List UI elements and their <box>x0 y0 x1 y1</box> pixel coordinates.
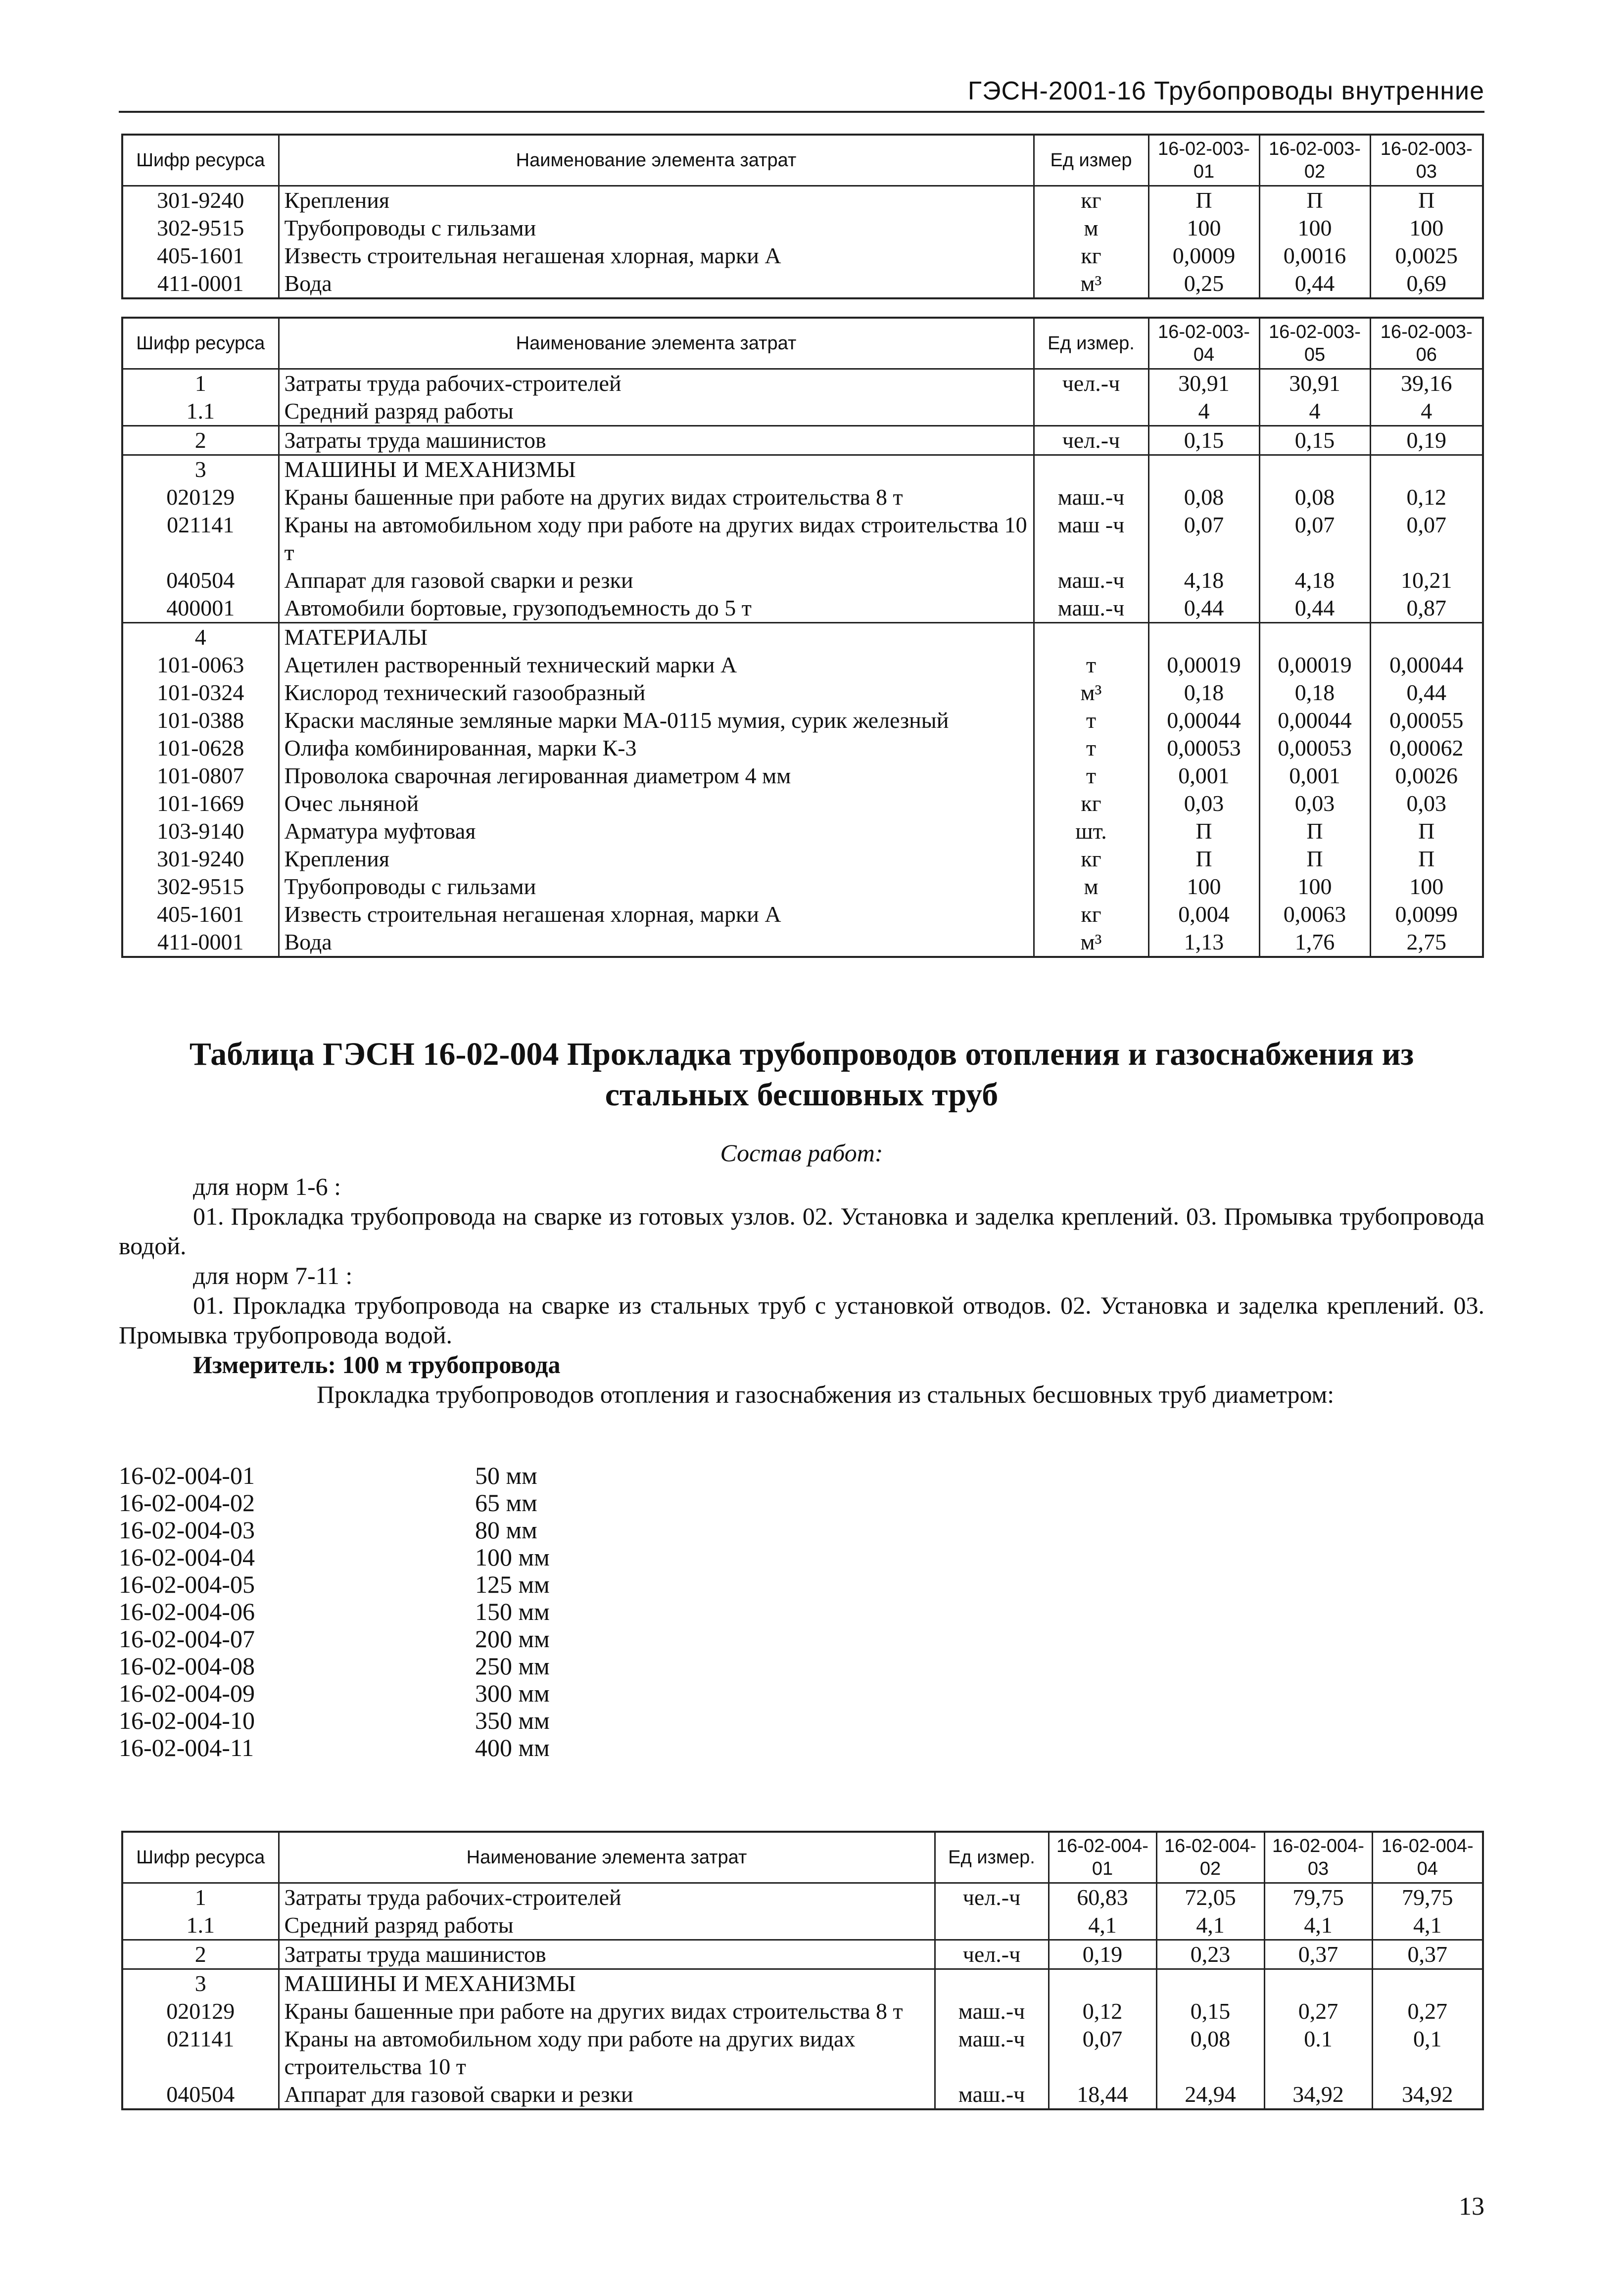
resource-table-003-01-03 <box>121 134 1484 299</box>
norm-value-cell: 2,75 <box>1370 928 1483 957</box>
resource-code-cell: 1 <box>122 369 279 398</box>
unit-cell: м <box>1034 873 1148 901</box>
norm-value-cell: 0,12 <box>1049 1997 1156 2025</box>
col-norm-header: 16-02-004-02 <box>1156 1832 1264 1883</box>
table-row <box>122 511 1483 567</box>
col-norm-header: 16-02-004-04 <box>1372 1832 1483 1883</box>
table-row <box>122 397 1483 426</box>
unit-cell: кг <box>1034 901 1148 928</box>
norm-value-cell: 30,91 <box>1148 369 1259 398</box>
norm-value-cell: 60,83 <box>1049 1883 1156 1912</box>
resource-code-cell: 1.1 <box>122 1911 279 1940</box>
norm-value-cell: 100 <box>1259 873 1370 901</box>
norm-value-cell: 18,44 <box>1049 2081 1156 2109</box>
resource-code-cell: 400001 <box>122 594 279 623</box>
norm-value-cell <box>1156 1969 1264 1998</box>
resource-code-cell: 3 <box>122 455 279 484</box>
work-1-6-text: 01. Прокладка трубопровода на сварке из готовых узлов. 02. Установка и заделка креплений. 03. Промывка трубопровода водой. <box>119 1202 1484 1260</box>
norm-value-cell <box>1372 1969 1483 1998</box>
unit-cell: маш.-ч <box>935 2025 1049 2081</box>
col-norm-header: 16-02-003-02 <box>1259 135 1370 186</box>
resource-code-cell: 101-0063 <box>122 651 279 679</box>
norm-diameter: 100 мм <box>475 1543 550 1571</box>
table-row <box>122 1940 1483 1969</box>
norm-value-cell: 1,76 <box>1259 928 1370 957</box>
resource-code-cell: 3 <box>122 1969 279 1998</box>
norm-value-cell: 4 <box>1148 397 1259 426</box>
resource-name-cell: Краски масляные земляные марки МА-0115 мумия, сурик железный <box>279 707 1034 734</box>
table-row <box>122 1997 1483 2025</box>
norm-list-item <box>119 1679 550 1707</box>
norm-value-cell: 0,19 <box>1370 426 1483 455</box>
unit-cell: т <box>1034 651 1148 679</box>
norm-value-cell: 0,0099 <box>1370 901 1483 928</box>
table-row <box>122 567 1483 594</box>
col-unit-header: Ед измер <box>1034 135 1148 186</box>
norm-list-item <box>119 1625 550 1653</box>
col-norm-header: 16-02-003-04 <box>1148 318 1259 369</box>
norm-value-cell: 0,0016 <box>1259 242 1370 270</box>
norm-value-cell: 0,87 <box>1370 594 1483 623</box>
norm-diameter: 350 мм <box>475 1707 550 1734</box>
meter-value: 100 м трубопровода <box>342 1351 561 1378</box>
norm-value-cell: 0.1 <box>1264 2025 1372 2081</box>
norm-code: 16-02-004-02 <box>119 1489 255 1517</box>
norm-code: 16-02-004-07 <box>119 1625 255 1653</box>
resource-code-cell: 405-1601 <box>122 901 279 928</box>
running-title: ГЭСН-2001-16 Трубопроводы внутренние <box>967 77 1484 105</box>
norm-value-cell: 34,92 <box>1264 2081 1372 2109</box>
norm-list-item <box>119 1462 537 1489</box>
norm-value-cell: 0,0063 <box>1259 901 1370 928</box>
resource-name-cell: Очес льняной <box>279 790 1034 817</box>
resource-code-cell: 1 <box>122 1883 279 1912</box>
meter-label: Измеритель: <box>193 1351 336 1378</box>
norm-value-cell: П <box>1148 817 1259 845</box>
norm-value-cell: 0,15 <box>1148 426 1259 455</box>
norm-value-cell <box>1148 455 1259 484</box>
col-code-header: Шифр ресурса <box>122 1832 279 1883</box>
norm-list-item <box>119 1598 550 1625</box>
table-row <box>122 426 1483 455</box>
norm-value-cell: 0,23 <box>1156 1940 1264 1969</box>
norm-value-cell: П <box>1370 186 1483 215</box>
norm-value-cell: 4,1 <box>1049 1911 1156 1940</box>
norm-value-cell: 4,18 <box>1148 567 1259 594</box>
unit-cell: кг <box>1034 790 1148 817</box>
unit-cell: м³ <box>1034 270 1148 298</box>
table-row <box>122 928 1483 957</box>
norm-diameter: 125 мм <box>475 1570 550 1598</box>
resource-code-cell: 040504 <box>122 567 279 594</box>
resource-code-cell: 101-0388 <box>122 707 279 734</box>
norm-value-cell: 100 <box>1148 214 1259 242</box>
norm-value-cell: 4,1 <box>1156 1911 1264 1940</box>
resource-name-cell: Крепления <box>279 186 1034 215</box>
norm-code: 16-02-004-09 <box>119 1679 255 1707</box>
unit-cell: чел.-ч <box>935 1883 1049 1912</box>
unit-cell: маш.-ч <box>935 1997 1049 2025</box>
norm-list-item <box>119 1516 537 1544</box>
col-name-header: Наименование элемента затрат <box>279 135 1034 186</box>
col-norm-header: 16-02-003-01 <box>1148 135 1259 186</box>
resource-name-cell: Краны башенные при работе на других видах строительства 8 т <box>279 483 1034 511</box>
norm-value-cell: 0,001 <box>1148 762 1259 790</box>
norm-diameter: 200 мм <box>475 1625 550 1653</box>
resource-code-cell: 411-0001 <box>122 928 279 957</box>
norm-value-cell: П <box>1148 845 1259 873</box>
norm-value-cell: 0,08 <box>1259 483 1370 511</box>
resource-code-cell: 021141 <box>122 2025 279 2081</box>
norm-value-cell: 4 <box>1370 397 1483 426</box>
col-norm-header: 16-02-004-03 <box>1264 1832 1372 1883</box>
norm-value-cell: 0,0009 <box>1148 242 1259 270</box>
norm-code: 16-02-004-05 <box>119 1570 255 1598</box>
norm-value-cell <box>1148 623 1259 652</box>
norm-list-item <box>119 1652 550 1680</box>
resource-name-cell: Олифа комбинированная, марки К-3 <box>279 734 1034 762</box>
norm-value-cell: 0,07 <box>1148 511 1259 567</box>
table-row <box>122 455 1483 484</box>
unit-cell: м³ <box>1034 928 1148 957</box>
resource-code-cell: 101-0807 <box>122 762 279 790</box>
col-code-header: Шифр ресурса <box>122 318 279 369</box>
table-row <box>122 186 1483 215</box>
table-row <box>122 707 1483 734</box>
unit-cell: т <box>1034 707 1148 734</box>
col-name-header: Наименование элемента затрат <box>279 318 1034 369</box>
norm-value-cell: 0,07 <box>1259 511 1370 567</box>
norm-value-cell: 79,75 <box>1372 1883 1483 1912</box>
resource-name-cell: Средний разряд работы <box>279 397 1034 426</box>
norm-list-item <box>119 1543 550 1571</box>
norm-value-cell: 10,21 <box>1370 567 1483 594</box>
norm-value-cell: П <box>1370 845 1483 873</box>
norm-value-cell: 0,0026 <box>1370 762 1483 790</box>
resource-code-cell: 411-0001 <box>122 270 279 298</box>
norms-list <box>119 1462 550 1761</box>
norm-value-cell <box>1370 623 1483 652</box>
table-row <box>122 1969 1483 1998</box>
unit-cell: м <box>1034 214 1148 242</box>
col-name-header: Наименование элемента затрат <box>279 1832 935 1883</box>
resource-code-cell: 301-9240 <box>122 845 279 873</box>
norm-value-cell: 0,27 <box>1264 1997 1372 2025</box>
table-row <box>122 214 1483 242</box>
norm-list-item <box>119 1489 537 1517</box>
norm-diameter: 250 мм <box>475 1652 550 1680</box>
norm-value-cell: П <box>1259 186 1370 215</box>
norm-value-cell <box>1259 623 1370 652</box>
unit-cell: маш -ч <box>1034 511 1148 567</box>
norm-code: 16-02-004-11 <box>119 1734 254 1761</box>
unit-cell <box>1034 397 1148 426</box>
unit-cell: кг <box>1034 845 1148 873</box>
norm-value-cell: 0,0025 <box>1370 242 1483 270</box>
resource-code-cell: 302-9515 <box>122 873 279 901</box>
col-norm-header: 16-02-003-06 <box>1370 318 1483 369</box>
resource-name-cell: Проволока сварочная легированная диаметром 4 мм <box>279 762 1034 790</box>
col-norm-header: 16-02-004-01 <box>1049 1832 1156 1883</box>
norm-code: 16-02-004-01 <box>119 1462 255 1489</box>
norm-diameter: 50 мм <box>475 1462 537 1489</box>
norm-value-cell: 4 <box>1259 397 1370 426</box>
norm-code: 16-02-004-03 <box>119 1516 255 1544</box>
table-row <box>122 873 1483 901</box>
resource-name-cell: Аппарат для газовой сварки и резки <box>279 2081 935 2109</box>
work-heading: Состав работ: <box>720 1139 883 1167</box>
norm-value-cell: 0,44 <box>1259 270 1370 298</box>
norms-description: Прокладка трубопроводов отопления и газоснабжения из стальных бесшовных труб диаметром: <box>317 1380 1335 1408</box>
unit-cell: м³ <box>1034 679 1148 707</box>
norm-value-cell: 0,12 <box>1370 483 1483 511</box>
norm-value-cell: 0,25 <box>1148 270 1259 298</box>
table-row <box>122 845 1483 873</box>
resource-name-cell: Крепления <box>279 845 1034 873</box>
norm-value-cell: 0,004 <box>1148 901 1259 928</box>
unit-cell: чел.-ч <box>1034 369 1148 398</box>
resource-code-cell: 2 <box>122 1940 279 1969</box>
resource-code-cell: 302-9515 <box>122 214 279 242</box>
norm-diameter: 65 мм <box>475 1489 537 1517</box>
resource-name-cell: Кислород технический газообразный <box>279 679 1034 707</box>
table-row <box>122 594 1483 623</box>
norm-value-cell: 0,18 <box>1259 679 1370 707</box>
norms-7-11-label: для норм 7-11 : <box>193 1262 353 1289</box>
norm-value-cell: 30,91 <box>1259 369 1370 398</box>
resource-name-cell: Затраты труда машинистов <box>279 426 1034 455</box>
norm-value-cell: 79,75 <box>1264 1883 1372 1912</box>
norm-value-cell: 0,19 <box>1049 1940 1156 1969</box>
norm-value-cell: 0,44 <box>1148 594 1259 623</box>
resource-table-003-04-06 <box>121 317 1484 958</box>
resource-name-cell: МАШИНЫ И МЕХАНИЗМЫ <box>279 455 1034 484</box>
table-title: Таблица ГЭСН 16-02-004 Прокладка трубопроводов отопления и газоснабжения из стальных бесшовных труб <box>189 1036 1414 1113</box>
unit-cell: т <box>1034 762 1148 790</box>
resource-name-cell: Известь строительная негашеная хлорная, марки А <box>279 901 1034 928</box>
norm-value-cell <box>1264 1969 1372 1998</box>
resource-name-cell: Автомобили бортовые, грузоподъемность до 5 т <box>279 594 1034 623</box>
resource-code-cell: 101-0324 <box>122 679 279 707</box>
resource-name-cell: Ацетилен растворенный технический марки А <box>279 651 1034 679</box>
norm-list-item <box>119 1570 550 1598</box>
resource-name-cell: Аппарат для газовой сварки и резки <box>279 567 1034 594</box>
norm-value-cell <box>1259 455 1370 484</box>
table-row <box>122 817 1483 845</box>
col-norm-header: 16-02-003-05 <box>1259 318 1370 369</box>
resource-name-cell: Краны на автомобильном ходу при работе на других видах строительства 10 т <box>279 511 1034 567</box>
table-row <box>122 623 1483 652</box>
norm-value-cell: 0,44 <box>1259 594 1370 623</box>
norm-value-cell: 0,07 <box>1049 2025 1156 2081</box>
table-row <box>122 901 1483 928</box>
norm-value-cell: 0,18 <box>1148 679 1259 707</box>
table-row <box>122 270 1483 298</box>
norm-value-cell: 0,00062 <box>1370 734 1483 762</box>
norm-value-cell: 34,92 <box>1372 2081 1483 2109</box>
norm-diameter: 80 мм <box>475 1516 537 1544</box>
col-norm-header: 16-02-003-03 <box>1370 135 1483 186</box>
unit-cell <box>935 1969 1049 1998</box>
norm-value-cell: 100 <box>1370 873 1483 901</box>
table-row <box>122 651 1483 679</box>
unit-cell: маш.-ч <box>935 2081 1049 2109</box>
resource-table-004-01-04 <box>121 1831 1484 2110</box>
norms-1-6-label: для норм 1-6 : <box>193 1173 341 1200</box>
resource-name-cell: Трубопроводы с гильзами <box>279 873 1034 901</box>
unit-cell: кг <box>1034 186 1148 215</box>
norm-value-cell: 0,44 <box>1370 679 1483 707</box>
unit-cell: маш.-ч <box>1034 594 1148 623</box>
norm-code: 16-02-004-10 <box>119 1707 255 1734</box>
norm-code: 16-02-004-06 <box>119 1598 255 1625</box>
page-number: 13 <box>1459 2192 1484 2221</box>
unit-cell: чел.-ч <box>935 1940 1049 1969</box>
table-row <box>122 242 1483 270</box>
resource-code-cell: 405-1601 <box>122 242 279 270</box>
norm-value-cell: 0,00044 <box>1370 651 1483 679</box>
norm-value-cell: 0,00019 <box>1259 651 1370 679</box>
norm-value-cell: 0,00055 <box>1370 707 1483 734</box>
unit-cell <box>935 1911 1049 1940</box>
norm-diameter: 300 мм <box>475 1679 550 1707</box>
norm-value-cell: П <box>1370 817 1483 845</box>
col-unit-header: Ед измер. <box>935 1832 1049 1883</box>
norm-value-cell: 4,1 <box>1264 1911 1372 1940</box>
unit-cell: шт. <box>1034 817 1148 845</box>
norm-code: 16-02-004-04 <box>119 1543 255 1571</box>
norm-value-cell: 0,00019 <box>1148 651 1259 679</box>
unit-cell: маш.-ч <box>1034 483 1148 511</box>
norm-value-cell: 0,001 <box>1259 762 1370 790</box>
meter <box>119 1350 1484 1379</box>
resource-name-cell: Вода <box>279 270 1034 298</box>
norm-value-cell: 0,03 <box>1259 790 1370 817</box>
norm-value-cell: 0,08 <box>1148 483 1259 511</box>
norm-value-cell: 4,1 <box>1372 1911 1483 1940</box>
norm-diameter: 150 мм <box>475 1598 550 1625</box>
norm-value-cell: 0,15 <box>1156 1997 1264 2025</box>
col-unit-header: Ед измер. <box>1034 318 1148 369</box>
resource-name-cell: МАТЕРИАЛЫ <box>279 623 1034 652</box>
table-row <box>122 2081 1483 2109</box>
resource-name-cell: Трубопроводы с гильзами <box>279 214 1034 242</box>
resource-code-cell: 4 <box>122 623 279 652</box>
resource-name-cell: Краны башенные при работе на других видах строительства 8 т <box>279 1997 935 2025</box>
norm-value-cell: 0,37 <box>1264 1940 1372 1969</box>
table-row <box>122 483 1483 511</box>
resource-name-cell: Затраты труда машинистов <box>279 1940 935 1969</box>
table-row <box>122 734 1483 762</box>
table-row <box>122 369 1483 398</box>
resource-code-cell: 2 <box>122 426 279 455</box>
resource-code-cell: 301-9240 <box>122 186 279 215</box>
resource-name-cell: Известь строительная негашеная хлорная, марки А <box>279 242 1034 270</box>
norm-value-cell <box>1370 455 1483 484</box>
col-code-header: Шифр ресурса <box>122 135 279 186</box>
norm-value-cell: 24,94 <box>1156 2081 1264 2109</box>
norm-value-cell: 0,69 <box>1370 270 1483 298</box>
norm-value-cell: 0,1 <box>1372 2025 1483 2081</box>
resource-code-cell: 101-1669 <box>122 790 279 817</box>
norm-code: 16-02-004-08 <box>119 1652 255 1680</box>
resource-name-cell: Затраты труда рабочих-строителей <box>279 369 1034 398</box>
norm-value-cell: 100 <box>1370 214 1483 242</box>
resource-name-cell: МАШИНЫ И МЕХАНИЗМЫ <box>279 1969 935 1998</box>
resource-code-cell: 020129 <box>122 483 279 511</box>
resource-code-cell: 101-0628 <box>122 734 279 762</box>
norm-value-cell: 4,18 <box>1259 567 1370 594</box>
resource-name-cell: Средний разряд работы <box>279 1911 935 1940</box>
norm-value-cell: 100 <box>1148 873 1259 901</box>
norm-diameter: 400 мм <box>475 1734 550 1761</box>
norm-value-cell: П <box>1148 186 1259 215</box>
norm-value-cell: 0,15 <box>1259 426 1370 455</box>
table-row <box>122 790 1483 817</box>
table-row <box>122 2025 1483 2081</box>
unit-cell: маш.-ч <box>1034 567 1148 594</box>
resource-name-cell: Арматура муфтовая <box>279 817 1034 845</box>
resource-name-cell: Краны на автомобильном ходу при работе на других видах строительства 10 т <box>279 2025 935 2081</box>
norm-value-cell: 0,27 <box>1372 1997 1483 2025</box>
norm-list-item <box>119 1707 550 1734</box>
norm-value-cell: 0,00044 <box>1148 707 1259 734</box>
norm-value-cell: 0,07 <box>1370 511 1483 567</box>
norm-value-cell: 0,00053 <box>1148 734 1259 762</box>
norm-list-item <box>119 1734 550 1761</box>
work-composition <box>119 1138 1484 1409</box>
table-row <box>122 762 1483 790</box>
norm-value-cell: 0,08 <box>1156 2025 1264 2081</box>
resource-name-cell: Вода <box>279 928 1034 957</box>
resource-code-cell: 040504 <box>122 2081 279 2109</box>
norm-value-cell: 0,03 <box>1370 790 1483 817</box>
table-row <box>122 1911 1483 1940</box>
unit-cell <box>1034 623 1148 652</box>
norm-value-cell: 0,00053 <box>1259 734 1370 762</box>
norm-value-cell: П <box>1259 845 1370 873</box>
norm-value-cell <box>1049 1969 1156 1998</box>
resource-code-cell: 1.1 <box>122 397 279 426</box>
unit-cell <box>1034 455 1148 484</box>
norm-value-cell: 0,00044 <box>1259 707 1370 734</box>
table-row <box>122 679 1483 707</box>
resource-code-cell: 021141 <box>122 511 279 567</box>
norm-value-cell: 39,16 <box>1370 369 1483 398</box>
unit-cell: чел.-ч <box>1034 426 1148 455</box>
resource-code-cell: 103-9140 <box>122 817 279 845</box>
norm-value-cell: 100 <box>1259 214 1370 242</box>
norm-value-cell: 1,13 <box>1148 928 1259 957</box>
page-header <box>119 69 1484 113</box>
work-7-11-text: 01. Прокладка трубопровода на сварке из стальных труб с установкой отводов. 02. Установка и заделка креплений. 03. Промывка трубопровода водой. <box>119 1291 1484 1349</box>
table-row <box>122 1883 1483 1912</box>
norm-value-cell: 72,05 <box>1156 1883 1264 1912</box>
norm-value-cell: 0,37 <box>1372 1940 1483 1969</box>
resource-code-cell: 020129 <box>122 1997 279 2025</box>
unit-cell: кг <box>1034 242 1148 270</box>
norm-value-cell: П <box>1259 817 1370 845</box>
norm-value-cell: 0,03 <box>1148 790 1259 817</box>
unit-cell: т <box>1034 734 1148 762</box>
resource-name-cell: Затраты труда рабочих-строителей <box>279 1883 935 1912</box>
